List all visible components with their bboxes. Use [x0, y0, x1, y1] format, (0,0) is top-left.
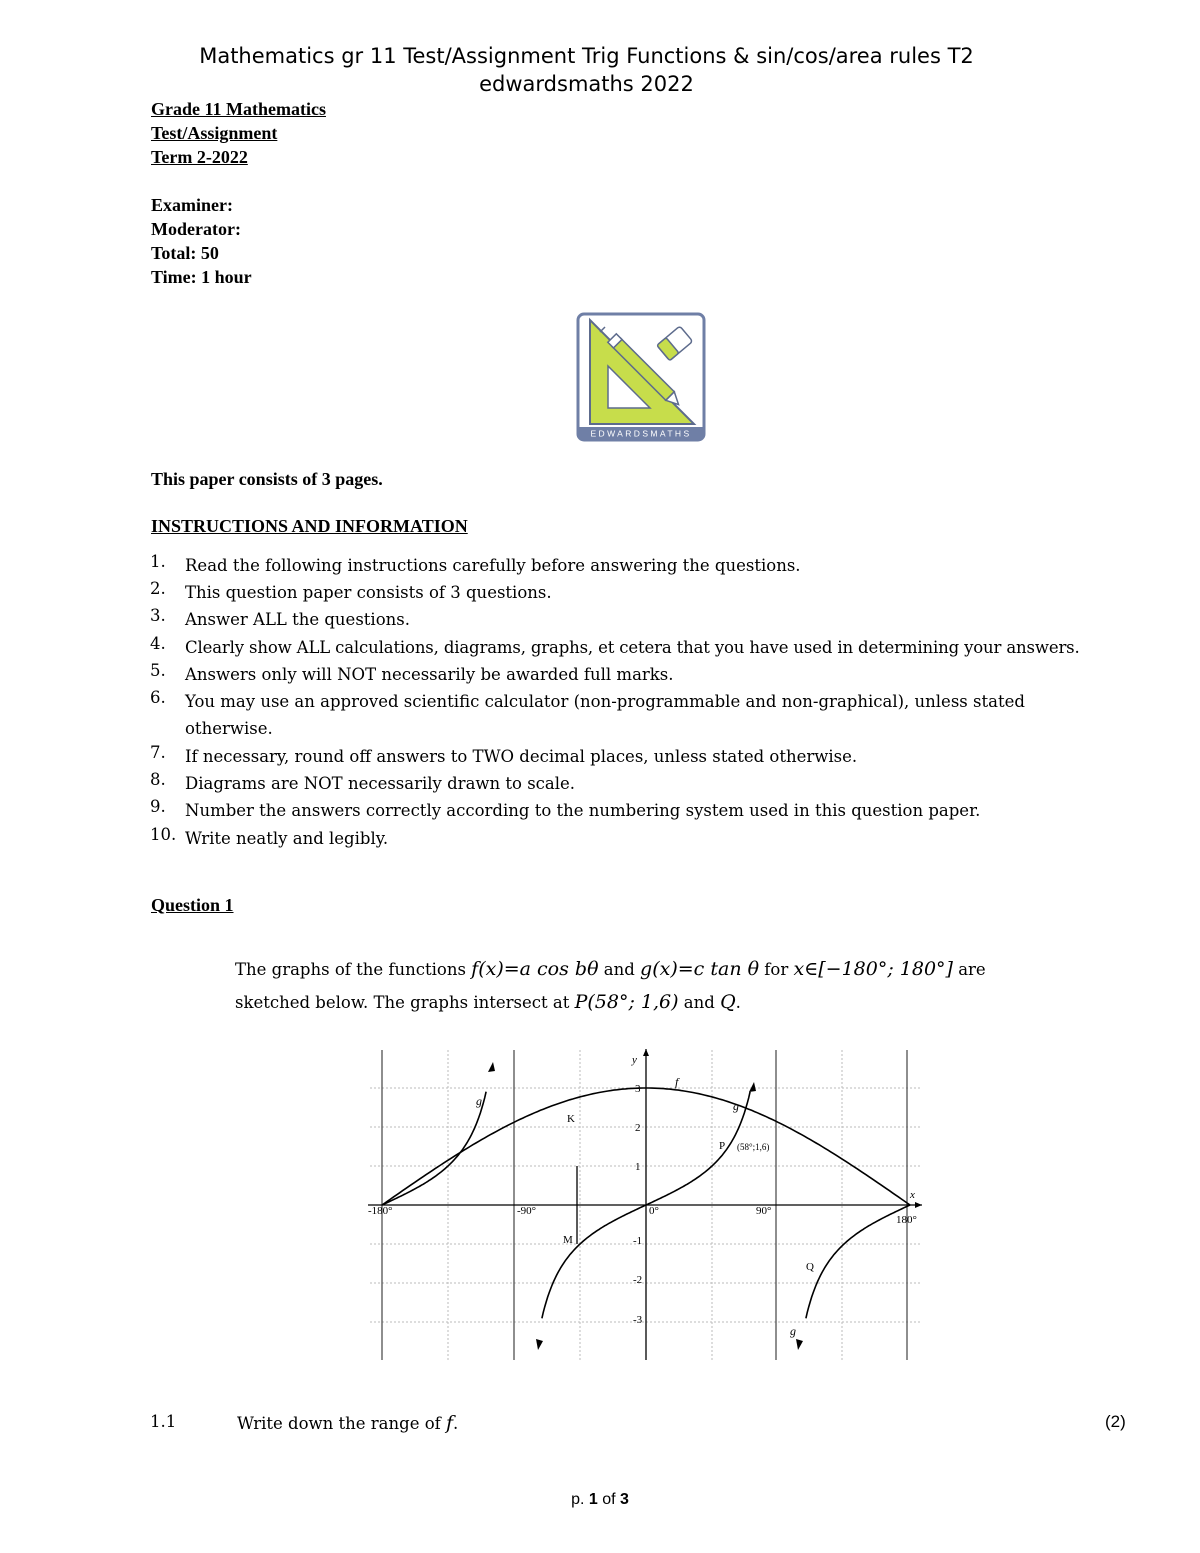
- instructions-list: 1. Read the following instructions carefully before answering the questions. 2. This question paper consists of 3 questions. 3. Answer ALL the questions. 4. Clearly show ALL calculations, diagrams, graphs, et cetera that you have used in determining your answers. 5. Answers only will NOT necessarily be awarded full marks. 6. You may use an approved scientific calculator (non-programmable and non-graphical), unless stated otherwise. 7. If necessary, round off answers to TWO decimal places, unless stated otherwise. 8. Diagrams are NOT necessarily drawn to scale. 9. Number the answers correctly according to the numbering system used in this question paper. 10. Write neatly and legibly.: [150, 552, 1080, 848]
- tick-y-3: 3: [635, 1083, 641, 1095]
- y-axis-label: y: [632, 1054, 637, 1066]
- question-1-intro-line2: sketched below. The graphs intersect at P(58°; 1,6) and Q.: [235, 991, 741, 1013]
- instructions-title: INSTRUCTIONS AND INFORMATION: [151, 516, 468, 536]
- moderator: Moderator:: [151, 219, 241, 239]
- label-f: f: [675, 1075, 679, 1089]
- q1-1-text: Write down the range of f.: [237, 1412, 459, 1434]
- term: Term 2-2022: [151, 147, 248, 167]
- time-allowed: Time: 1 hour: [151, 267, 252, 287]
- tick-x--90: -90°: [517, 1205, 537, 1217]
- intersection-p: P(58°; 1,6): [574, 991, 679, 1013]
- intersection-q: Q: [720, 991, 736, 1013]
- q1-1-marks: (2): [1105, 1412, 1126, 1431]
- label-M: M: [563, 1234, 573, 1246]
- paper-type: Test/Assignment: [151, 123, 278, 143]
- grade-title: Grade 11 Mathematics: [151, 99, 326, 119]
- pages-note: This paper consists of 3 pages.: [151, 469, 383, 489]
- edwardsmaths-logo: [576, 312, 706, 442]
- f-definition: f(x)=a cos bθ: [471, 958, 599, 980]
- page-header-line1: Mathematics gr 11 Test/Assignment Trig Functions & sin/cos/area rules T2: [199, 44, 974, 68]
- label-P: P: [719, 1140, 726, 1152]
- tick-y-2: 2: [635, 1122, 641, 1134]
- tick-y--3: -3: [633, 1314, 643, 1326]
- domain: x∈[−180°; 180°]: [793, 958, 953, 980]
- g-definition: g(x)=c tan θ: [640, 958, 760, 980]
- tick-y--1: -1: [633, 1235, 643, 1247]
- tick-x--180: -180°: [368, 1205, 393, 1217]
- x-axis-label: x: [910, 1189, 915, 1201]
- page-header-line2: edwardsmaths 2022: [479, 72, 694, 96]
- curve-g-right: [806, 1205, 910, 1318]
- label-P-coord: (58°;1,6): [737, 1142, 770, 1152]
- label-K: K: [567, 1113, 575, 1125]
- logo-text: EDWARDSMATHS: [590, 428, 692, 439]
- page-footer: p. 1 of 3: [571, 1491, 629, 1508]
- tick-y--2: -2: [633, 1274, 643, 1286]
- label-Q: Q: [806, 1261, 814, 1273]
- question-1-title: Question 1: [151, 895, 234, 915]
- total-marks: Total: 50: [151, 243, 219, 263]
- question-1-intro: The graphs of the functions f(x)=a cos bθ and g(x)=c tan θ for x∈[−180°; 180°] are: [235, 958, 986, 980]
- examiner: Examiner:: [151, 195, 233, 215]
- tick-x-0: 0°: [649, 1205, 659, 1217]
- q1-1-number: 1.1: [150, 1412, 177, 1431]
- curve-g-left: [382, 1092, 486, 1205]
- tick-y-1: 1: [635, 1161, 641, 1173]
- tick-x-90: 90°: [756, 1205, 772, 1217]
- label-g-mid: g: [733, 1099, 739, 1113]
- label-g-bottom: g: [790, 1324, 796, 1338]
- label-g-left: g: [476, 1094, 482, 1108]
- tick-x-180: 180°: [896, 1214, 917, 1226]
- trig-graph: [360, 1045, 930, 1365]
